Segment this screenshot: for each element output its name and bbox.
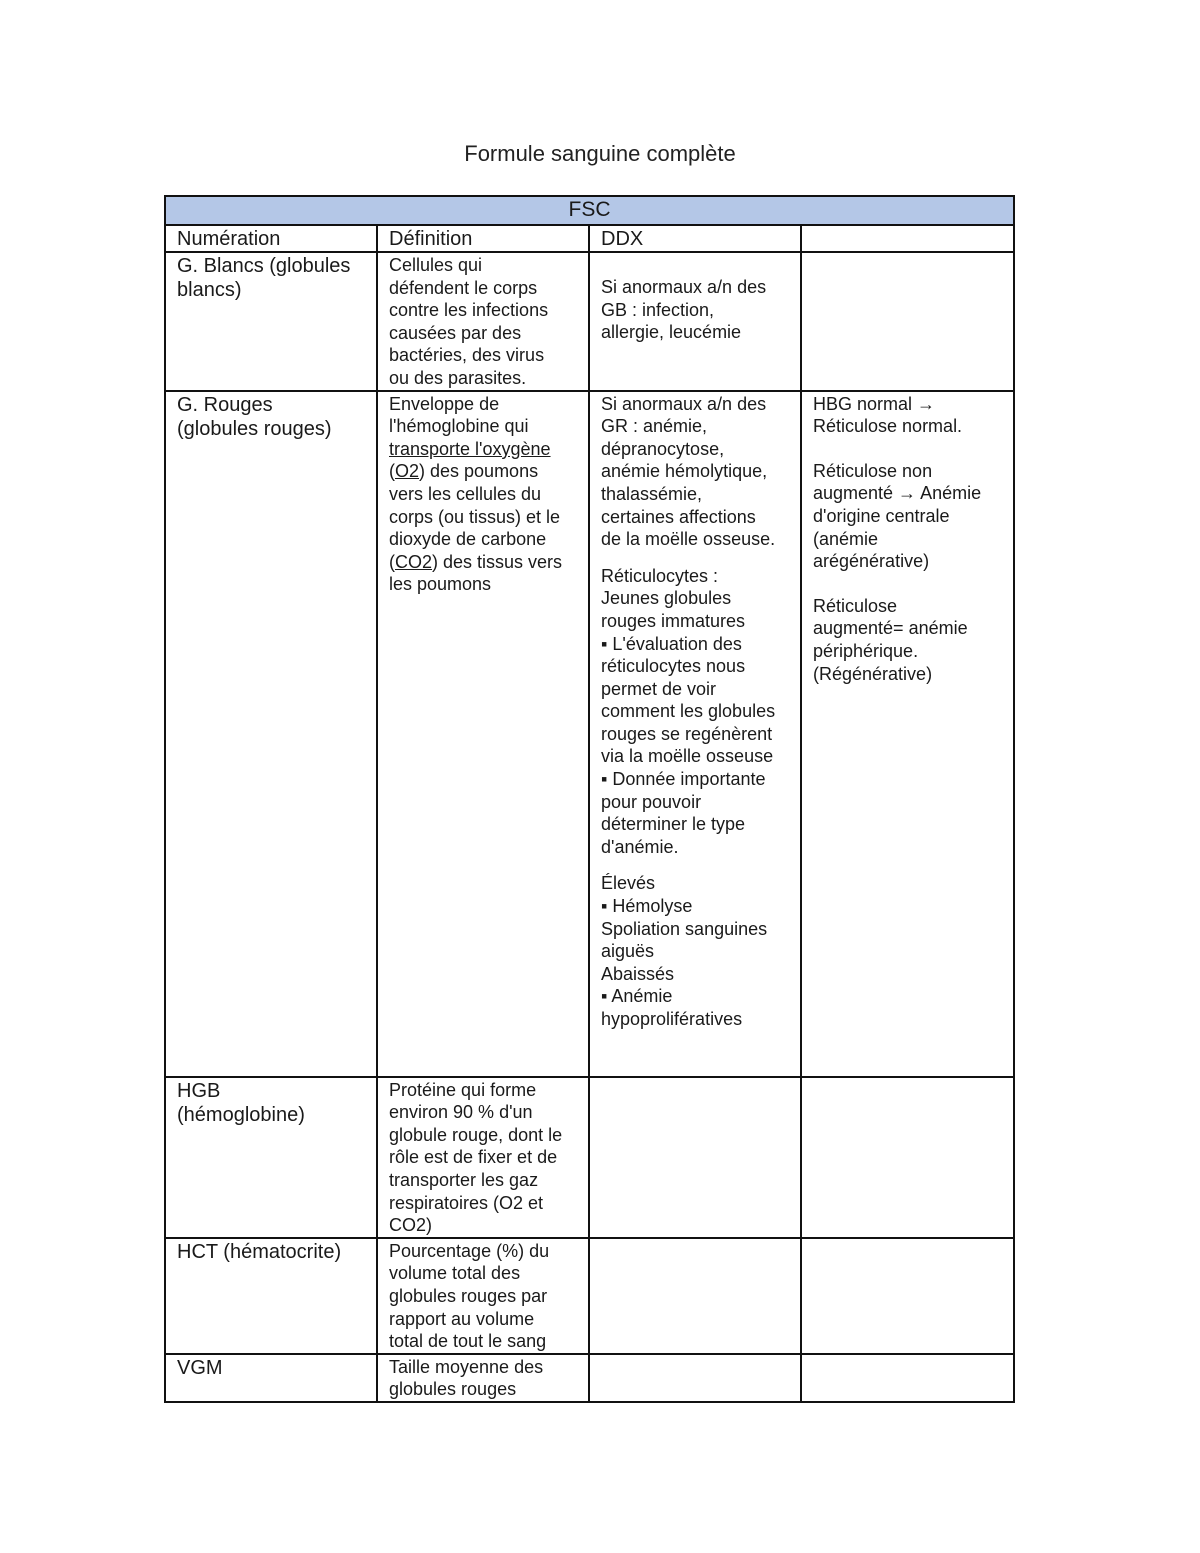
row-name: G. Blancs (globules blancs) xyxy=(165,252,377,391)
ddx-block: Si anormaux a/n des GR : anémie, dépranocytose, anémie hémolytique, thalassémie, certaines affections de la moëlle osseuse. xyxy=(601,393,776,550)
header-definition: Définition xyxy=(377,225,589,252)
header-notes xyxy=(801,225,1014,252)
table-row xyxy=(165,1077,1014,1238)
row-name: HGB (hémoglobine) xyxy=(165,1077,377,1238)
row-notes xyxy=(801,1354,1014,1402)
ddx-block: Réticulocytes : Jeunes globules rouges immatures ▪ L'évaluation des réticulocytes nous permet de voir comment les globules rouges se regénèrent via la moëlle osseuse ▪ Donnée importante pour pouvoir déterminer le type d'anémie. xyxy=(601,565,776,857)
underlined-text: transporte l'oxygène xyxy=(389,438,551,459)
row-definition: Enveloppe de l'hémoglobine qui transporte l'oxygène (O2) des poumons vers les cellules du corps (ou tissus) et le dioxyde de carbone (CO2) des tissus vers les poumons xyxy=(377,391,589,1077)
banner-row xyxy=(165,196,1014,225)
row-name: G. Rouges (globules rouges) xyxy=(165,391,377,1077)
row-definition: Taille moyenne des globules rouges xyxy=(377,1354,589,1402)
header-ddx: DDX xyxy=(589,225,801,252)
notes-block: Réticulose augmenté= anémie périphérique. (Régénérative) xyxy=(813,595,968,684)
row-notes xyxy=(801,1238,1014,1354)
ddx-block: Élevés ▪ Hémolyse Spoliation sanguines aiguës Abaissés ▪ Anémie hypoprolifératives xyxy=(601,873,768,1029)
notes-block: Réticulose non augmenté → Anémie d'origine centrale (anémie arégénérative) xyxy=(813,460,982,572)
notes-block: HBG normal → Réticulose normal. xyxy=(813,393,963,437)
underlined-text: CO2 xyxy=(395,551,433,572)
table-row xyxy=(165,391,1014,1077)
table-row xyxy=(165,1354,1014,1402)
row-definition: Cellules qui défendent le corps contre les infections causées par des bactéries, des virus ou des parasites. xyxy=(377,252,589,391)
row-ddx xyxy=(589,1354,801,1402)
fsc-table xyxy=(164,195,1015,1403)
row-ddx xyxy=(589,391,801,1077)
row-name: VGM xyxy=(165,1354,377,1402)
row-name: HCT (hématocrite) xyxy=(165,1238,377,1354)
row-notes xyxy=(801,1077,1014,1238)
row-ddx xyxy=(589,1238,801,1354)
header-numeration: Numération xyxy=(165,225,377,252)
row-notes xyxy=(801,391,1014,1077)
header-row xyxy=(165,225,1014,252)
underlined-text: O2 xyxy=(395,461,420,482)
table-row xyxy=(165,252,1014,391)
row-definition: Pourcentage (%) du volume total des globules rouges par rapport au volume total de tout le sang xyxy=(377,1238,589,1354)
row-notes xyxy=(801,252,1014,391)
row-definition: Protéine qui forme environ 90 % d'un globule rouge, dont le rôle est de fixer et de transporter les gaz respiratoires (O2 et CO2) xyxy=(377,1077,589,1238)
row-ddx xyxy=(589,1077,801,1238)
table-banner: FSC xyxy=(165,196,1014,225)
page-title: Formule sanguine complète xyxy=(464,141,736,166)
row-ddx: Si anormaux a/n des GB : infection, allergie, leucémie xyxy=(589,252,801,391)
table-row xyxy=(165,1238,1014,1354)
